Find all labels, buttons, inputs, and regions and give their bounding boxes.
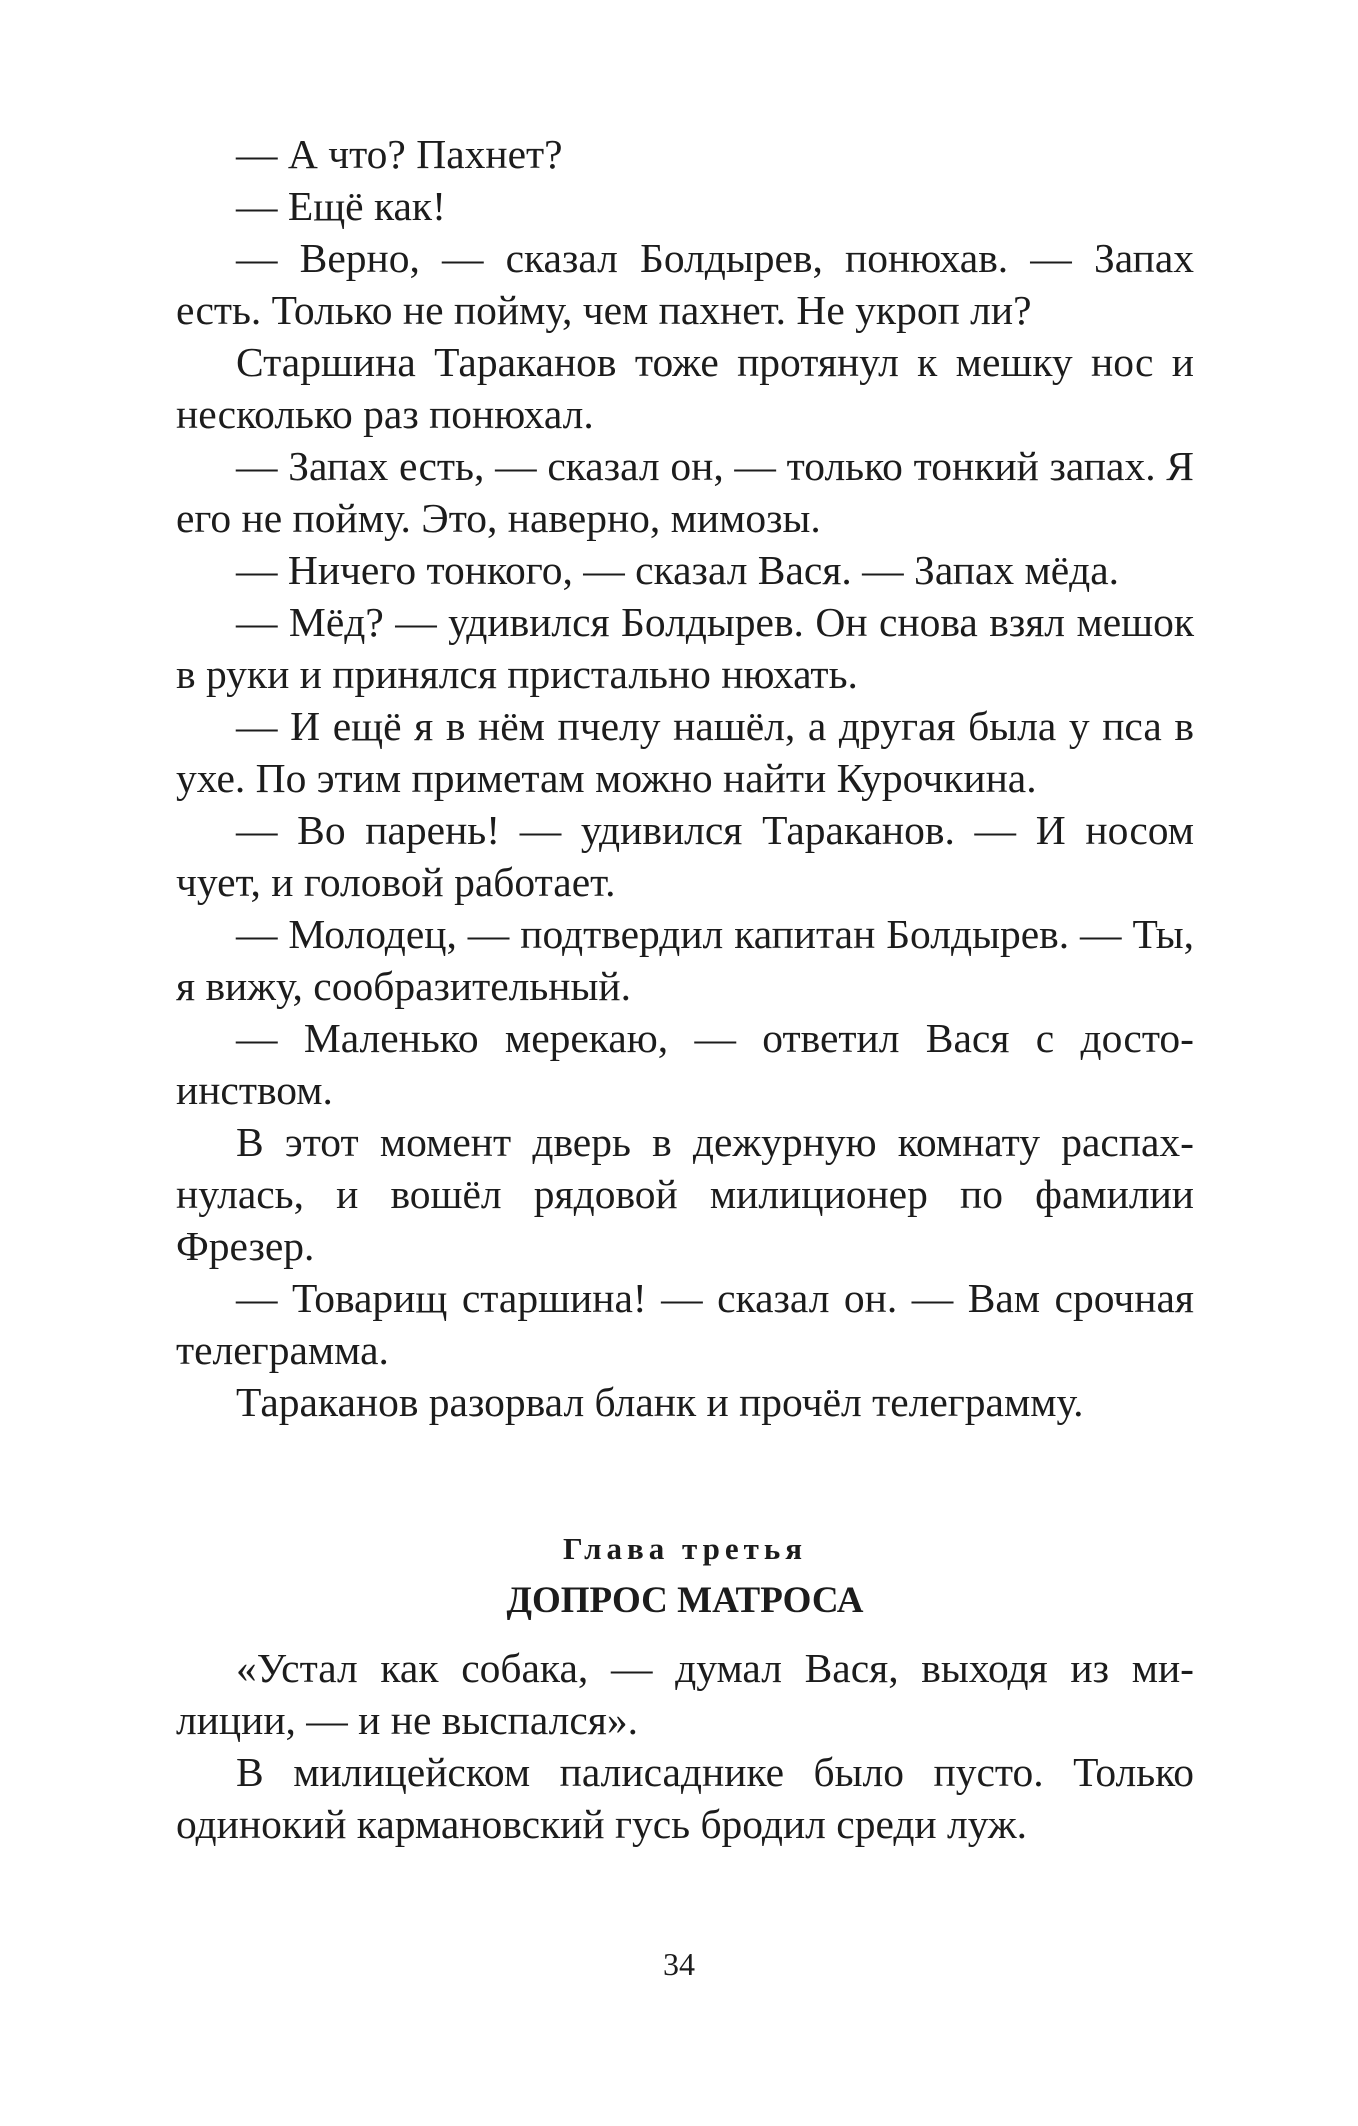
page-number: 34 <box>663 1946 695 1982</box>
paragraph: — Ничего тонкого, — сказал Вася. — Запах мёда. <box>236 547 1120 593</box>
paragraph: — Верно, — сказал Болдырев, понюхав. — Запах есть. Только не пойму, чем пахнет. Не укроп ли? <box>176 235 1194 333</box>
paragraph: — Молодец, — подтвердил капитан Болдырев. — Ты, я вижу, сообразительный. <box>176 911 1194 1009</box>
paragraph: — Маленько мерекаю, — ответил Вася с достоинством. <box>176 1015 1194 1113</box>
chapter-title: ДОПРОС МАТРОСА <box>506 1580 864 1621</box>
paragraph: — Запах есть, — сказал он, — только тонкий запах. Я его не пойму. Это, наверно, мимозы. <box>176 443 1194 541</box>
chapter-heading <box>176 1526 1194 1628</box>
paragraph: — И ещё я в нём пчелу нашёл, а другая была у пса в ухе. По этим приметам можно найти Курочкина. <box>176 703 1194 801</box>
paragraph: — Товарищ старшина! — сказал он. — Вам срочная телеграмма. <box>176 1275 1194 1373</box>
paragraph: В милицейском палисаднике было пусто. Только одинокий кармановский гусь бродил среди луж. <box>176 1749 1194 1847</box>
paragraph: — Ещё как! <box>236 183 446 229</box>
paragraph: Старшина Тараканов тоже протянул к мешку нос и несколько раз понюхал. <box>176 339 1194 437</box>
paragraph: В этот момент дверь в дежурную комнату распахнулась, и вошёл рядовой милиционер по фамилии Фрезер. <box>176 1119 1194 1269</box>
chapter-label: Глава третья <box>562 1531 808 1566</box>
paragraph: — А что? Пахнет? <box>236 131 563 177</box>
paragraph: «Устал как собака, — думал Вася, выходя из милиции, — и не выспался». <box>176 1645 1194 1743</box>
page-body <box>176 128 1194 1850</box>
paragraph: — Мёд? — удивился Болдырев. Он снова взял мешок в руки и принялся пристально нюхать. <box>176 599 1194 697</box>
paragraph: — Во парень! — удивился Тараканов. — И носом чует, и головой работает. <box>176 807 1194 905</box>
paragraph: Тараканов разорвал бланк и прочёл телеграмму. <box>236 1379 1084 1425</box>
